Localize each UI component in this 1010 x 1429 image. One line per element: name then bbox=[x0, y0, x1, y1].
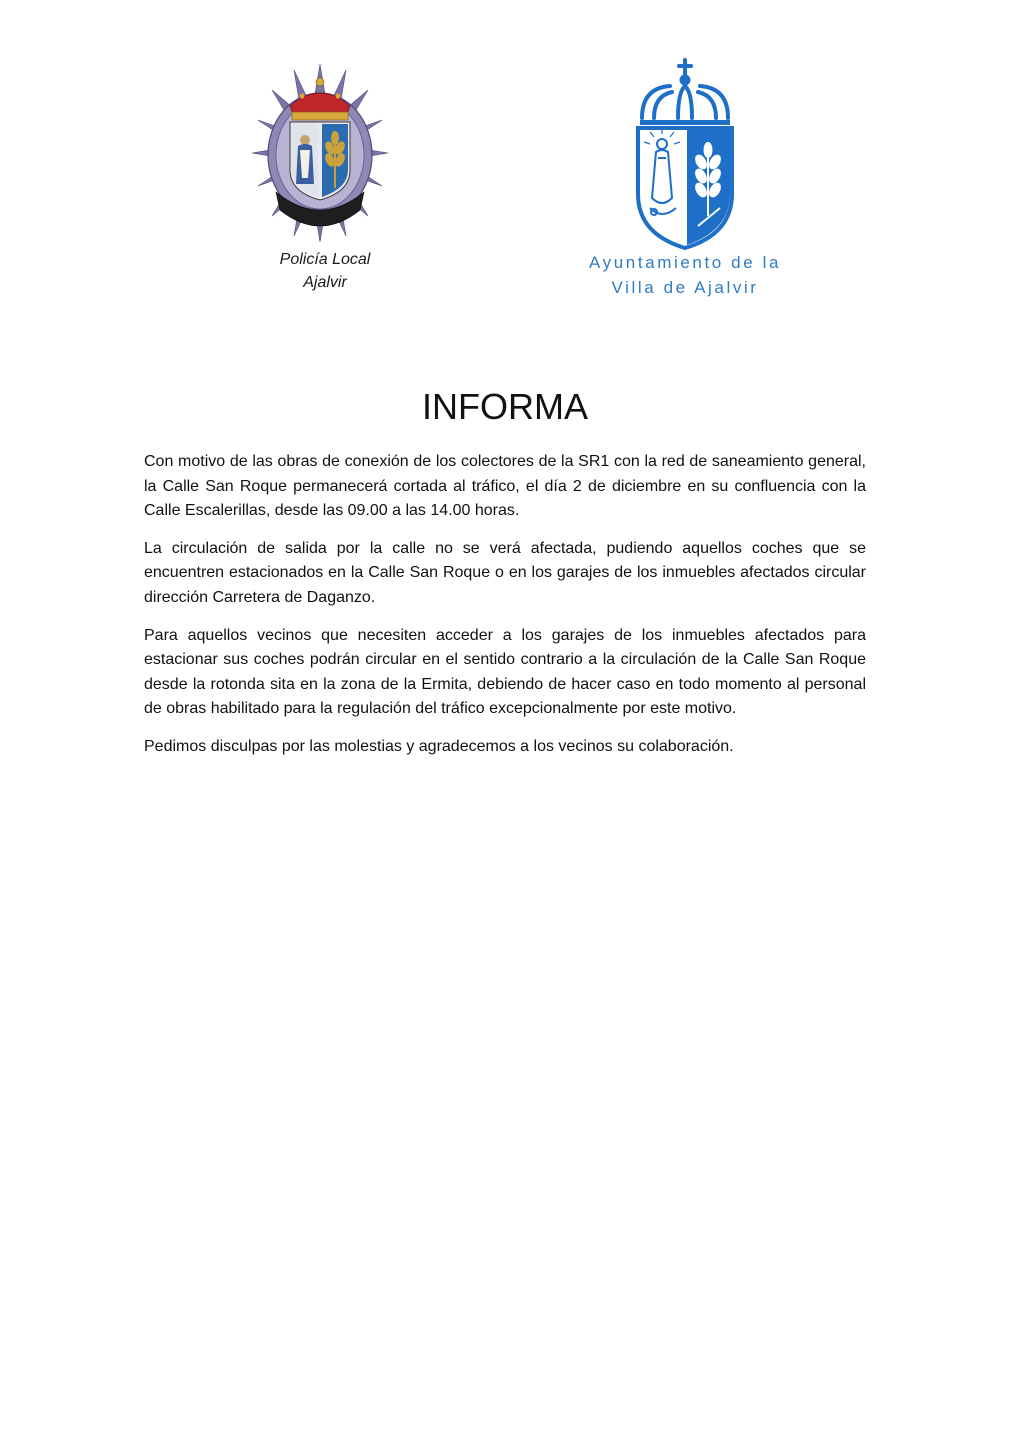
police-caption bbox=[230, 248, 420, 294]
town-caption-line-2: Villa de Ajalvir bbox=[611, 278, 759, 297]
town-caption bbox=[560, 250, 810, 300]
policia-local-badge-icon bbox=[250, 60, 390, 246]
paragraph-4: Pedimos disculpas por las molestias y agradecemos a los vecinos su colaboración. bbox=[144, 737, 734, 755]
crown-outline bbox=[642, 60, 728, 118]
police-caption-line-1: Policía Local bbox=[279, 251, 371, 268]
ajalvir-coat-of-arms-icon bbox=[630, 58, 740, 252]
paragraph-1: Con motivo de las obras de conexión de los colectores de la SR1 con la red de saneamiento general, la Calle San Roque permanecerá cortada al tráfico, el día 2 de diciembre en su confluencia con la Calle Escalerillas, desde las 09.00 a las 14.00 horas. bbox=[144, 453, 866, 520]
document-title: INFORMA bbox=[422, 386, 588, 427]
town-caption-line-1: Ayuntamiento de la bbox=[588, 253, 782, 272]
document-body bbox=[144, 450, 866, 773]
paragraph-3: Para aquellos vecinos que necesiten acceder a los garajes de los inmuebles afectados para estacionar sus coches podrán circular en el sentido contrario a la circulación de la Calle San Roque desde la rotonda sita en la zona de la Ermita, debiendo de hacer caso en todo momento al personal de obras habilitado para la regulación del tráfico excepcionalmente por este motivo. bbox=[144, 626, 866, 718]
paragraph-2: La circulación de salida por la calle no se verá afectada, pudiendo aquellos coches que se encuentren estacionados en la Calle San Roque o en los garajes de los inmuebles afectados circular dirección Carretera de Daganzo. bbox=[144, 539, 866, 606]
police-caption-line-2: Ajalvir bbox=[303, 274, 347, 291]
